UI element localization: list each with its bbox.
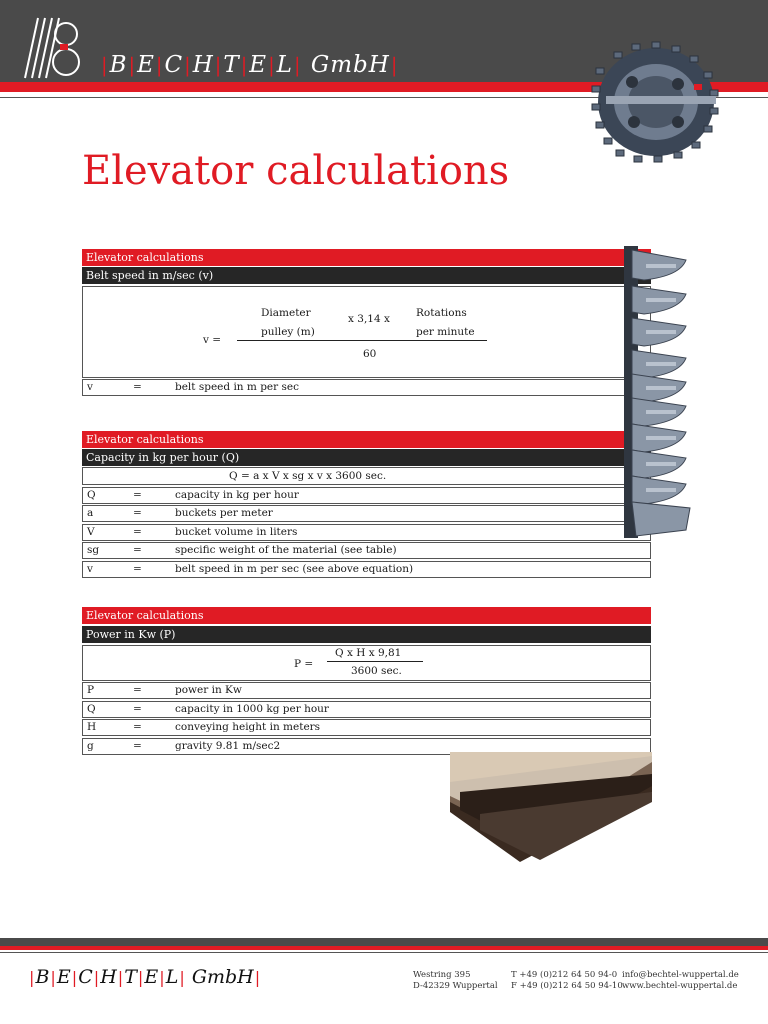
table-row: v = belt speed in m per sec (see above equation) (82, 561, 651, 578)
formula-pi: x 3,14 x (348, 313, 390, 325)
bechtel-logo-icon (22, 16, 82, 80)
fraction-bar (327, 661, 423, 662)
table-row: Q = capacity in 1000 kg per hour (82, 701, 651, 718)
footer-band (0, 938, 768, 946)
table-row: a = buckets per meter (82, 505, 651, 522)
conveyor-belt-image (450, 752, 652, 862)
power-formula-lhs: P = (294, 658, 314, 670)
footer-web-link[interactable]: www.bechtel-wuppertal.de (622, 981, 738, 991)
table-row: H = conveying height in meters (82, 719, 651, 736)
section1-header: Elevator calculations (82, 249, 651, 266)
page-title: Elevator calculations (82, 148, 510, 194)
paddle-rotor-image (586, 38, 720, 164)
footer-address: Westring 395 D-42329 Wuppertal (413, 970, 498, 991)
table-row: V = bucket volume in liters (82, 524, 651, 541)
section1-formula-box (82, 286, 651, 378)
power-formula-numerator: Q x H x 9,81 (335, 647, 402, 659)
table-row: sg = specific weight of the material (see table) (82, 542, 651, 559)
formula-rotations: Rotations (416, 307, 467, 319)
fraction-bar (237, 340, 487, 341)
footer-email-link[interactable]: info@bechtel-wuppertal.de (622, 970, 739, 980)
section3-formula-box (82, 645, 651, 681)
section2-header: Elevator calculations (82, 431, 651, 448)
table-row: P = power in Kw (82, 682, 651, 699)
footer-rule (0, 952, 768, 953)
elevator-buckets-image (622, 246, 696, 538)
formula-pulley: pulley (m) (261, 326, 315, 338)
section3-subheader: Power in Kw (P) (82, 626, 651, 643)
power-formula-denominator: 3600 sec. (351, 665, 402, 677)
footer-contact (622, 970, 739, 992)
table-row: v = belt speed in m per sec (82, 379, 651, 396)
footer-brand-wordmark: |B|E|C|H|T|E|L| GmbH| (29, 966, 261, 988)
section3-header: Elevator calculations (82, 607, 651, 624)
section2-subheader: Capacity in kg per hour (Q) (82, 449, 651, 466)
section2-formula-box (82, 467, 651, 485)
footer-phone: T +49 (0)212 64 50 94-0 F +49 (0)212 64 50 94-10 (511, 970, 623, 991)
brand-wordmark: |B|E|C|H|T|E|L| GmbH| (101, 52, 399, 78)
formula-denominator: 60 (363, 348, 377, 360)
formula-per-minute: per minute (416, 326, 475, 338)
footer-red-stripe (0, 946, 768, 950)
section1-subheader: Belt speed in m/sec (v) (82, 267, 651, 284)
table-row: g = gravity 9.81 m/sec2 (82, 738, 651, 755)
formula-diameter: Diameter (261, 307, 311, 319)
table-row: Q = capacity in kg per hour (82, 487, 651, 504)
capacity-formula: Q = a x V x sg x v x 3600 sec. (229, 470, 387, 482)
formula-lhs: v = (203, 334, 222, 346)
